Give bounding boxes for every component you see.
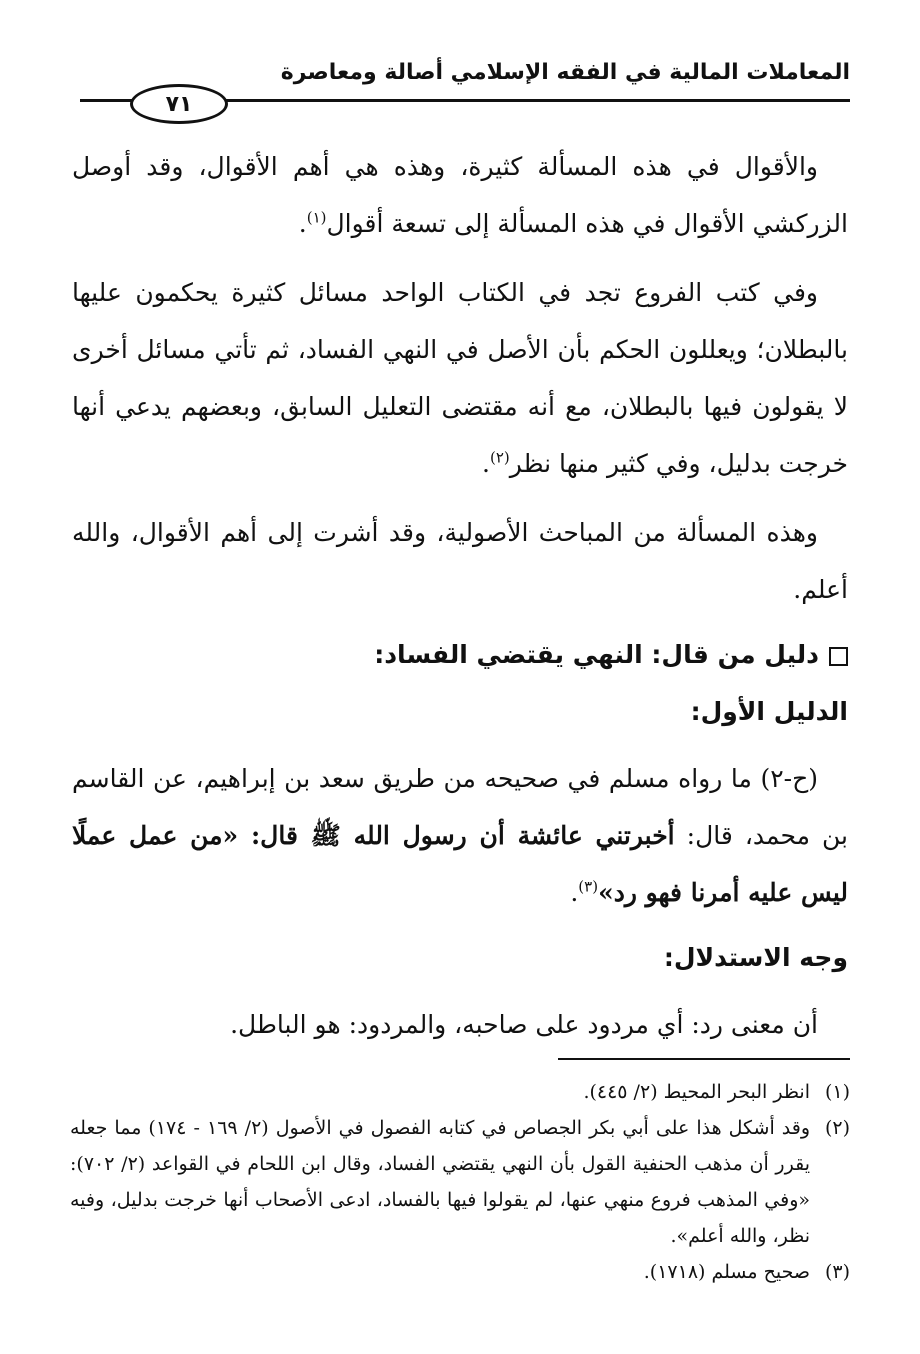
footnote-text: انظر البحر المحيط (٢/ ٤٤٥).	[583, 1081, 810, 1103]
page-number: ٧١	[165, 91, 193, 117]
hadith-quote: أخبرتني عائشة أن رسول الله ﷺ قال: «من عمل عملًا ليس عليه أمرنا فهو رد»	[72, 821, 848, 907]
footnote-number: (٣)	[824, 1261, 850, 1283]
paragraph-2: وفي كتب الفروع تجد في الكتاب الواحد مسائل كثيرة يحكمون عليها بالبطلان؛ ويعللون الحكم بأن الأصل في النهي الفساد، ثم تأتي مسائل أخرى لا يقولون فيها بالبطلان، مع أنه مقتضى التعليل السابق، وبعضهم يدعي أنها خرجت بدليل، وفي كثير منها نظر$^{(٢)}$.	[72, 278, 848, 478]
footnote-text: صحيح مسلم (١٧١٨).	[643, 1261, 810, 1283]
footnote-ref-1[interactable]: (١)	[306, 208, 327, 227]
footnote-item	[70, 1254, 850, 1290]
footnote-text: وقد أشكل هذا على أبي بكر الجصاص في كتابه الفصول في الأصول (٢/ ١٦٩ - ١٧٤) مما جعله يقرر أن مذهب الحنفية القول بأن النهي يقتضي الفساد، وقال ابن اللحام في القواعد (٢/ ٧٠٢): «وفي المذهب فروع منهي عنها، لم يقولوا فيها بالفساد، ادعى الأصحاب أنها خرجت بدليل، وفيه نظر، والله أعلم».	[70, 1117, 810, 1247]
paragraph-hadith: (ح-٢) ما رواه مسلم في صحيحه من طريق سعد بن إبراهيم، عن القاسم بن محمد، قال: أخبرتني عائشة أن رسول الله ﷺ قال: «من عمل عملًا ليس عليه أمرنا فهو رد»$^{(٣)}$.	[72, 764, 848, 907]
sub-heading-first-evidence: الدليل الأول:	[690, 697, 848, 726]
main-text	[72, 138, 848, 1065]
footnote-item	[70, 1110, 850, 1254]
footnote-item	[70, 1074, 850, 1110]
square-bullet-icon	[829, 647, 848, 666]
footnote-ref-2[interactable]: (٢)	[490, 448, 510, 467]
paragraph-inference: أن معنى رد: أي مردود على صاحبه، والمردود: هو الباطل.	[230, 1010, 818, 1039]
sub-heading-inference: وجه الاستدلال:	[663, 943, 848, 972]
paragraph-1: والأقوال في هذه المسألة كثيرة، وهذه هي أهم الأقوال، وقد أوصل الزركشي الأقوال في هذه المسألة إلى تسعة أقوال$^{(١)}$.	[72, 152, 848, 238]
footnote-number: (٢)	[824, 1117, 850, 1139]
page-number-badge	[130, 84, 228, 124]
footnote-separator	[558, 1058, 850, 1060]
footnote-ref-3[interactable]: (٣)	[578, 877, 599, 896]
paragraph-3: وهذه المسألة من المباحث الأصولية، وقد أشرت إلى أهم الأقوال، والله أعلم.	[72, 518, 848, 604]
footnote-number: (١)	[824, 1081, 850, 1103]
running-header-title: المعاملات المالية في الفقه الإسلامي أصالة ومعاصرة	[280, 60, 850, 85]
section-heading: دليل من قال: النهي يقتضي الفساد:	[72, 626, 848, 683]
footnotes	[70, 1074, 850, 1290]
